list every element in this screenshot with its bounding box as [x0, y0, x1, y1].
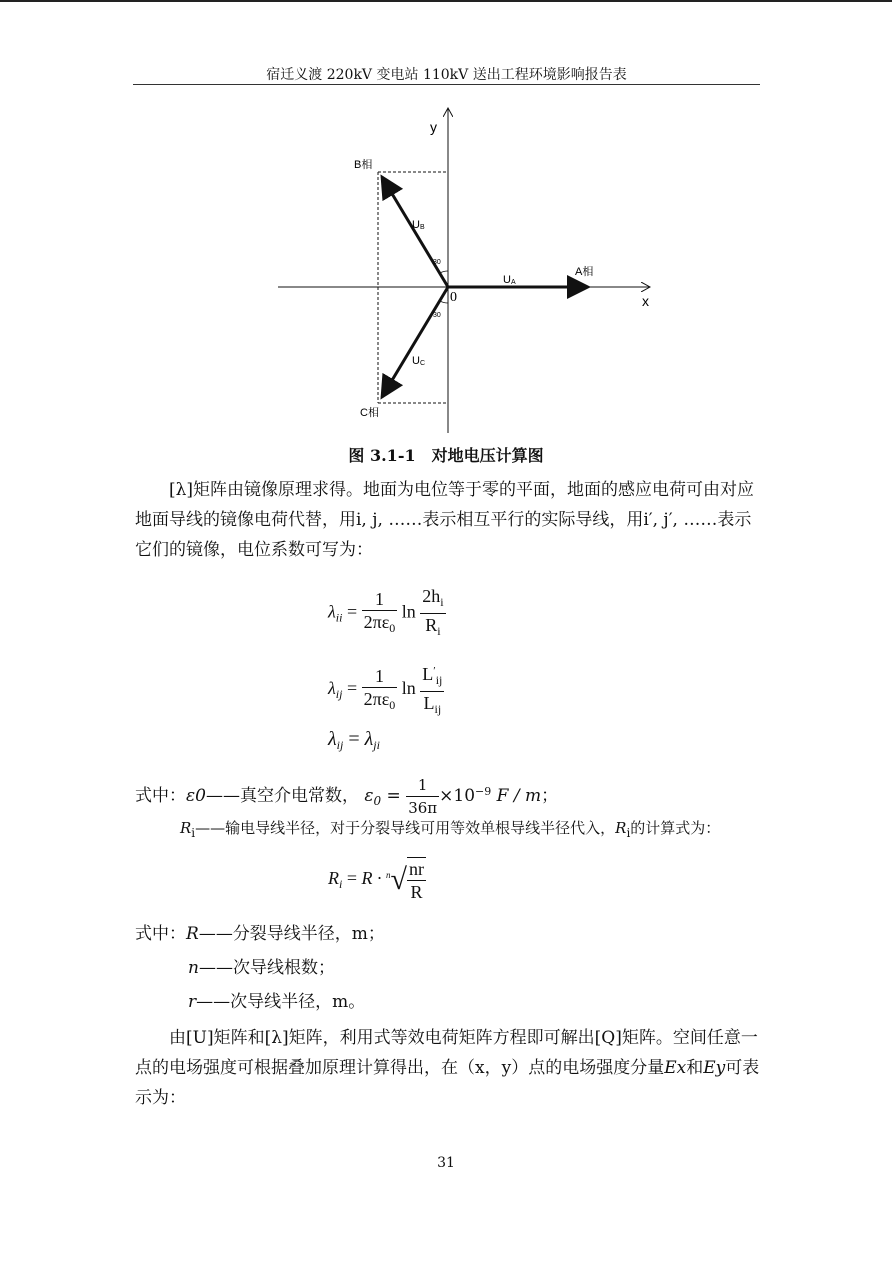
angle-c-label: 30 — [433, 312, 441, 319]
paragraph-lambda: [λ]矩阵由镜像原理求得。地面为电位等于零的平面，地面的感应电荷可由对应地面导线的镜像电荷代替，用i, j, ……表示相互平行的实际导线，用i′, j′, ……表示它们的镜像，电位系数可写为： — [135, 480, 755, 560]
top-border — [0, 0, 892, 2]
equation-symmetry: $\lambda_{ij} = \lambda_{ji}$ — [328, 728, 380, 752]
angle-arc-b — [440, 271, 448, 273]
epsilon-definition: 式中：ε0——真空介电常数， $\varepsilon_0$ = $\frac{1}{36\pi}$ $\times 10^{-9}$ F / m； — [135, 776, 559, 817]
angle-arc-c — [440, 301, 448, 303]
voltage-phasor-diagram — [270, 105, 670, 440]
header-rule — [133, 84, 760, 85]
def-n: n——次导线根数； — [188, 958, 335, 978]
y-label: y — [430, 119, 437, 135]
origin-label: 0 — [450, 290, 457, 305]
phase-b-label: B相 — [354, 159, 373, 171]
phase-c-label: C相 — [360, 407, 379, 419]
angle-b-label: 30 — [433, 259, 441, 266]
ua-label: UA — [503, 274, 516, 286]
figure-caption: 图 3.1-1 对地电压计算图 — [348, 446, 544, 465]
phasor-c — [382, 287, 448, 397]
def-r: 式中：R——分裂导线半径，m； — [135, 924, 385, 944]
uc-label: UC — [412, 355, 426, 367]
ub-label: UB — [412, 219, 425, 231]
page-header: 宿迁义渡 220kV 变电站 110kV 送出工程环境影响报告表 — [266, 67, 627, 83]
x-label: x — [642, 293, 649, 309]
page-number: 31 — [437, 1155, 455, 1171]
ri-definition: $R_i——$输电导线半径，对于分裂导线可用等效单根导线半径代入，$R_i$的计算式为： — [180, 819, 721, 840]
equation-lambda-ii: $\lambda_{ii}$ = $\frac{1}{2\pi\varepsilon_0}$ ln $\frac{2h_i}{R_i}$ — [328, 586, 444, 638]
equation-lambda-ij: $\lambda_{ij}$ = $\frac{1}{2\pi\varepsilon_0}$ ln $\frac{L'_{ij}}{L_{ij}}$ — [328, 660, 444, 720]
def-rr: r——次导线半径，m。 — [188, 992, 366, 1012]
phasor-b — [382, 177, 448, 287]
paragraph-field-strength: 由[U]矩阵和[λ]矩阵，利用式等效电荷矩阵方程即可解出[Q]矩阵。空间任意一点的电场强度可根据叠加原理计算得出，在（x，y）点的电场强度分量Ex和Ey可表示为： — [135, 1028, 760, 1108]
phase-a-label: A相 — [575, 266, 594, 278]
equation-ri: $R_i = R \cdot ^n√$ $\frac{nr}{R}$ — [328, 859, 424, 902]
